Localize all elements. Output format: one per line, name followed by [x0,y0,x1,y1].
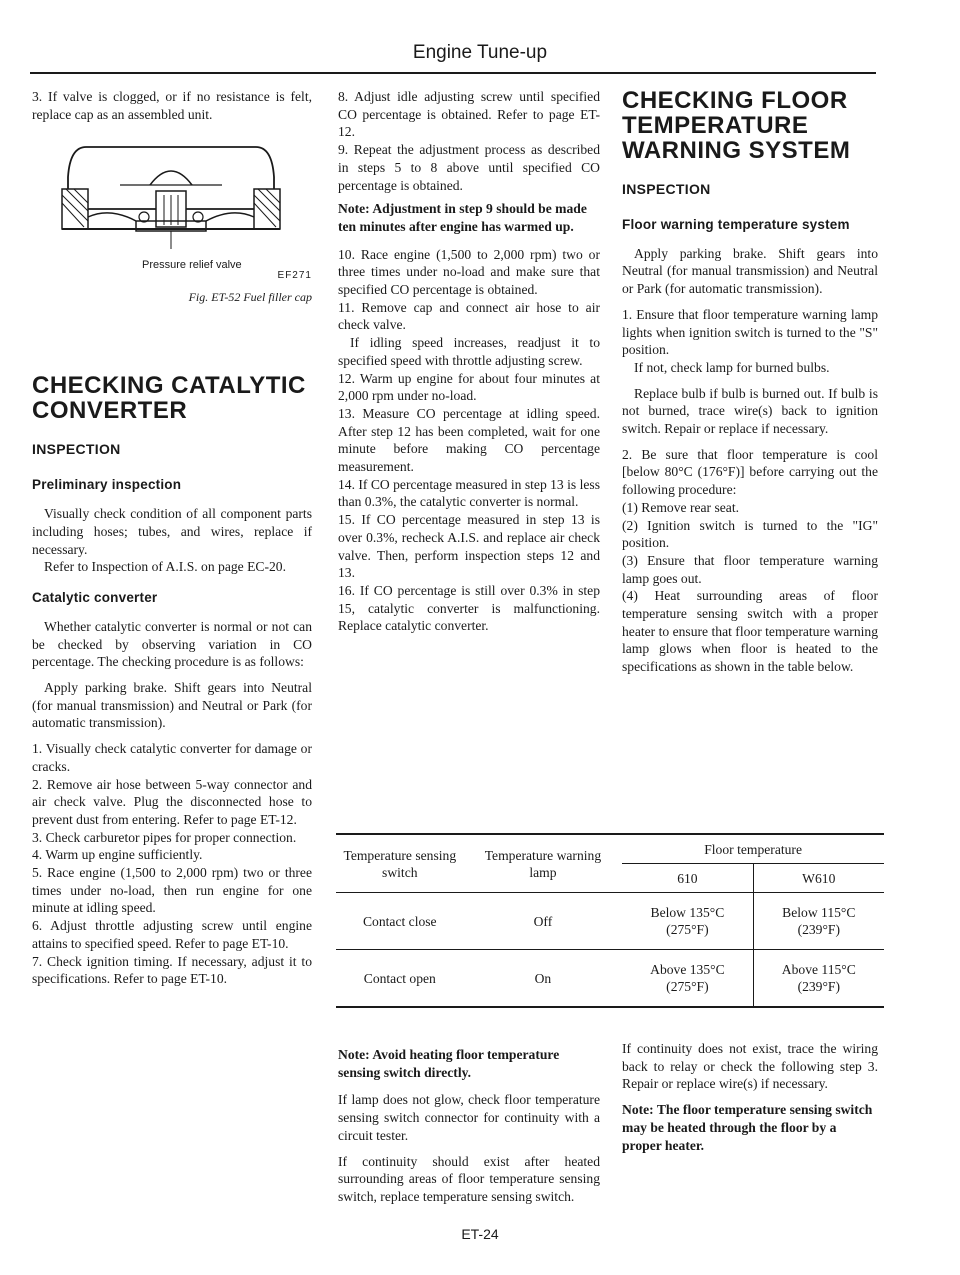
step-item: 16. If CO percentage is still over 0.3% in step 15, catalytic converter is malfunctioning. Replace catalytic converter. [338,582,600,634]
table-cell: Off [479,893,607,950]
step-item: 10. Race engine (1,500 to 2,000 rpm) two or three times under no-load and make sure that specified CO percentage is obtained. [338,246,600,298]
figure-code: EF271 [277,270,312,282]
temp-c: Above 135°C [650,962,725,977]
step-item: 4. Warm up engine sufficiently. [32,847,203,863]
inspection-subheading: INSPECTION [32,441,121,458]
table-cell: On [479,950,607,1008]
note-block [622,1101,878,1154]
table-cell [622,893,753,950]
step-item: 9. Repeat the adjustment process as described in steps 5 to 8 above until specified CO percentage is obtained. [338,142,600,193]
parking-paragraph: Apply parking brake. Shift gears into Neutral (for manual transmission) and Neutral or Park (for automatic transmission). [622,245,878,297]
floor-warning-heading: Floor warning temperature system [622,216,850,232]
page-header: Engine Tune-up [412,42,548,63]
header-warning-lamp: Temperature warning lamp [479,834,607,893]
table-row [336,893,884,950]
catalytic-heading: Catalytic converter [32,589,158,605]
catalytic-paragraph: Whether catalytic converter is normal or not can be checked by observing variation in CO percentage. The checking procedure is as follows: [32,618,312,670]
table-cell: Contact close [336,893,464,950]
replace-switch-paragraph: If continuity should exist after heated surrounding areas of floor temperature sensing switch, replace temperature sensing switch. [338,1153,600,1204]
preliminary-reference: Refer to Inspection of A.I.S. on page EC-20. [44,559,286,575]
step-item: 12. Warm up engine for about four minutes at 2,000 rpm under no-load. [338,370,600,404]
note-label: Note: [338,1047,370,1062]
step-item: 5. Race engine (1,500 to 2,000 rpm) two or three times under no-load, then run engine for one minute at idling speed. [32,865,312,916]
catalytic-parking-paragraph: Apply parking brake. Shift gears into Neutral (for manual transmission) and Neutral or Park (for automatic transmission). [32,680,312,731]
column-right [622,88,878,676]
step-item: 11. Remove cap and connect air hose to air check valve. [338,299,600,333]
note-text: Adjustment in step 9 should be made ten minutes after engine has warmed up. [338,201,587,234]
burned-bulb-paragraph: If not, check lamp for burned bulbs. [634,359,830,375]
preliminary-heading: Preliminary inspection [32,477,182,493]
step-item: 7. Check ignition timing. If necessary, adjust it to specifications. Refer to page ET-10. [32,953,312,987]
bottom-column-middle [338,1040,600,1214]
figure-label: Pressure relief valve [142,259,242,272]
header-floor-temperature: Floor temperature [622,834,884,864]
step-item: If idling speed increases, readjust it to specified speed with throttle adjusting screw. [338,335,600,368]
step-item: 8. Adjust idle adjusting screw until specified CO percentage is obtained. Refer to page ET-12. [338,89,600,140]
note-text: Avoid heating floor temperature sensing switch directly. [338,1047,560,1080]
table-cell [753,950,884,1008]
table-row [336,950,884,1008]
fuel-filler-cap-figure [32,137,312,319]
replace-bulb-paragraph: Replace bulb if bulb is burned out. If bulb is not burned, trace wire(s) back to ignition switch. Repair or replace if necessary. [622,385,878,437]
note-text: The floor temperature sensing switch may be heated through the floor by a proper heater. [622,1102,873,1153]
fuel-filler-cap-drawing [40,137,302,257]
step-item: 1. Visually check catalytic converter for damage or cracks. [32,741,312,774]
temp-f: (275°F) [666,922,709,937]
table-cell [622,950,753,1008]
column-left [32,88,312,988]
note-block [338,1046,600,1081]
step-item: 3. Check carburetor pipes for proper connection. [32,829,297,845]
note-block [338,200,600,235]
note-label: Note: [622,1102,654,1118]
step-item: 14. If CO percentage measured in step 13 is less than 0.3%, the catalytic converter is normal. [338,476,600,510]
temperature-table [336,833,884,1008]
section-heading-catalytic: CHECKING CATALYTIC CONVERTER [32,372,306,425]
header-rule [30,72,876,74]
step-item: 6. Adjust throttle adjusting screw until engine attains to specified speed. Refer to page ET-10. [32,918,312,951]
header-w610: W610 [753,864,884,893]
step-item: 15. If CO percentage measured in step 13 is over 0.3%, recheck A.I.S. and replace air check valve. Then, perform inspection steps 12 and 13. [338,512,600,581]
inspection-subheading: INSPECTION [622,181,711,197]
figure-caption: Fig. ET-52 Fuel filler cap [188,290,312,305]
temp-f: (239°F) [797,922,841,937]
step-item: 2. Remove air hose between 5-way connector and air check valve. Plug the disconnected hose to prevent dust from entering. Refer to page ET-12. [32,776,312,827]
temp-c: Above 115°C [781,962,856,977]
intro-paragraph: 3. If valve is clogged, or if no resistance is felt, replace cap as an assembled unit. [32,89,312,122]
step-item: 2. Be sure that floor temperature is cool [below 80°C (176°F)] before carrying out the following procedure: [622,446,878,498]
temp-f: (239°F) [797,979,841,994]
temp-c: Below 115°C [782,905,856,920]
step-item: 1. Ensure that floor temperature warning lamp lights when ignition switch is turned to the "S" position. [622,306,878,358]
temp-f: (275°F) [666,979,709,994]
temp-c: Below 135°C [650,905,725,920]
table-cell: Contact open [336,950,464,1008]
page-number: ET-24 [461,1226,499,1242]
header-610: 610 [622,864,753,893]
continuity-paragraph: If lamp does not glow, check floor temperature sensing switch connector for continuity with a circuit tester. [338,1092,600,1143]
preliminary-paragraph: Visually check condition of all component parts including hoses; tubes, and wires, replace if necessary. [32,506,312,557]
sub-step-item: (3) Ensure that floor temperature warning lamp goes out. [622,552,878,586]
sub-step-item: (2) Ignition switch is turned to the "IG" position. [622,517,878,551]
section-heading-floor: CHECKING FLOOR TEMPERATURE WARNING SYSTEM [622,87,851,164]
table-cell [753,893,884,950]
step-item: 13. Measure CO percentage at idling speed. After step 12 has been completed, wait for one minute before making CO percentage measurement. [338,405,600,475]
column-middle [338,88,600,635]
bottom-column-right [622,1040,878,1164]
sub-step-item: (4) Heat surrounding areas of floor temperature sensing switch with a proper heater to ensure that floor temperature warning lamp glows when floor is heated to the specifications as shown in the table below. [622,588,878,675]
header-sensing-switch: Temperature sensing switch [336,834,464,893]
temperature-table-wrap [336,833,884,1008]
note-label: Note: [338,201,370,217]
sub-step-item: (1) Remove rear seat. [622,499,740,515]
trace-wiring-paragraph: If continuity does not exist, trace the wiring back to relay or check the following step 3. Repair or replace wire(s) if necessary. [622,1041,878,1092]
